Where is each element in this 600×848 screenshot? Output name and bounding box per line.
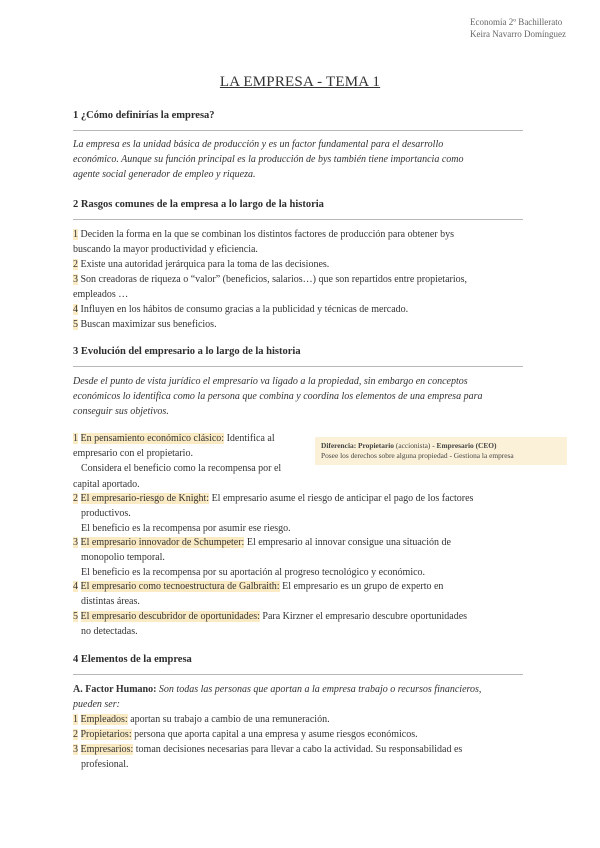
list-item xyxy=(73,317,525,332)
list-item xyxy=(73,609,525,639)
item-highlight: En pensamiento económico clásico: xyxy=(80,433,225,444)
section-2-heading: 2 Rasgos comunes de la empresa a lo largo de la historia xyxy=(73,199,324,210)
item-text: Identifica al xyxy=(224,433,275,444)
item-highlight: Empleados: xyxy=(80,714,128,725)
list-item xyxy=(73,579,525,609)
item-text: toman decisiones necesarias para llevar a cabo la actividad. Su responsabilidad es xyxy=(133,744,463,755)
item-highlight: El empresario-riesgo de Knight: xyxy=(80,493,210,504)
item-number: 2 xyxy=(73,259,78,270)
item-highlight: El empresario descubridor de oportunidades: xyxy=(80,611,260,622)
list-item xyxy=(73,272,525,302)
section-4-divider xyxy=(73,674,523,675)
section-4-heading: 4 Elementos de la empresa xyxy=(73,654,192,665)
item-text: El empresario es un grupo de experto en xyxy=(279,581,444,592)
section-3-heading: 3 Evolución del empresario a lo largo de la historia xyxy=(73,346,301,357)
list-item xyxy=(73,491,525,537)
section-3-divider xyxy=(73,366,523,367)
item-text: Existe una autoridad jerárquica para la toma de las decisiones. xyxy=(80,259,330,270)
section-3-intro xyxy=(73,374,525,420)
item-text: El empresario al innovar consigue una situación de xyxy=(244,537,451,548)
item-number: 3 xyxy=(73,537,78,548)
item-text: productivos. xyxy=(81,508,131,520)
item-text: empleados … xyxy=(73,289,129,301)
note-detail: Posee los derechos sobre alguna propiedad - Gestiona la empresa xyxy=(321,451,514,460)
item-text: monopolio temporal. xyxy=(81,552,165,564)
section-1-body xyxy=(73,137,525,183)
item-number: 1 xyxy=(73,433,78,444)
list-item xyxy=(73,535,525,581)
item-number: 2 xyxy=(73,493,78,504)
header-author: Keira Navarro Domínguez xyxy=(470,29,566,39)
note-label: Diferencia: Propietario xyxy=(321,441,394,450)
list-item xyxy=(73,302,525,317)
item-number: 4 xyxy=(73,304,78,315)
subsection-factor-humano xyxy=(73,682,525,712)
text-line: La empresa es la unidad básica de producción y es un factor fundamental para el desarrollo xyxy=(73,139,444,150)
text-line: económico. Aunque su función principal es la producción de bys también tiene importancia como xyxy=(73,154,464,166)
text-line: agente social generador de empleo y riqueza. xyxy=(73,169,256,181)
list-item xyxy=(73,742,525,772)
item-number: 4 xyxy=(73,581,78,592)
item-number: 5 xyxy=(73,611,78,622)
item-text: aportan su trabajo a cambio de una remuneración. xyxy=(127,714,330,725)
item-text: Para Kirzner el empresario descubre oportunidades xyxy=(259,611,468,622)
list-item xyxy=(73,227,525,257)
item-text: profesional. xyxy=(81,759,129,771)
item-number: 1 xyxy=(73,229,78,240)
item-text: El beneficio es la recompensa por su aportación al progreso tecnológico y económico. xyxy=(81,567,426,579)
item-text: persona que aporta capital a una empresa y asume riesgos económicos. xyxy=(131,729,418,740)
text-line: conseguir sus objetivos. xyxy=(73,406,169,418)
item-text: no detectadas. xyxy=(81,626,138,638)
item-number: 3 xyxy=(73,744,78,755)
note-label-end: - Empresario (CEO) xyxy=(432,441,497,450)
item-number: 5 xyxy=(73,319,78,330)
subsection-description: Son todas las personas que aportan a la empresa trabajo o recursos financieros, xyxy=(156,684,482,695)
section-1-heading: 1 ¿Cómo definirías la empresa? xyxy=(73,110,215,121)
note-paren: (accionista) xyxy=(395,441,431,450)
list-item xyxy=(73,257,525,272)
item-text: Son creadoras de riqueza o “valor” (beneficios, salarios…) que son repartidos entre propietarios, xyxy=(80,274,468,285)
subsection-title: A. Factor Humano: xyxy=(73,684,157,695)
document-header xyxy=(470,16,566,40)
difference-note xyxy=(315,437,567,465)
item-text: empresario con el propietario. xyxy=(73,448,193,460)
list-item xyxy=(73,712,525,727)
item-number: 1 xyxy=(73,714,78,725)
text-line: económicos lo identifica como la persona que combina y coordina los elementos de una empresa para xyxy=(73,391,483,403)
page-title: LA EMPRESA - TEMA 1 xyxy=(219,74,381,90)
section-1-divider xyxy=(73,130,523,131)
list-item xyxy=(73,431,313,492)
item-text: El empresario asume el riesgo de anticipar el pago de los factores xyxy=(209,493,474,504)
item-highlight: Propietarios: xyxy=(80,729,132,740)
item-text: Buscan maximizar sus beneficios. xyxy=(80,319,217,330)
text-line: Desde el punto de vista jurídico el empresario va ligado a la propiedad, sin embargo en conceptos xyxy=(73,376,468,387)
item-text: Deciden la forma en la que se combinan los distintos factores de producción para obtener bys xyxy=(80,229,454,240)
item-text: Influyen en los hábitos de consumo gracias a la publicidad y técnicas de mercado. xyxy=(80,304,409,315)
item-highlight: El empresario innovador de Schumpeter: xyxy=(80,537,245,548)
item-highlight: El empresario como tecnoestructura de Galbraith: xyxy=(80,581,280,592)
item-highlight: Empresarios: xyxy=(80,744,134,755)
item-text: Considera el beneficio como la recompensa por el xyxy=(81,463,282,475)
list-item xyxy=(73,727,525,742)
item-text: capital aportado. xyxy=(73,478,140,490)
item-number: 3 xyxy=(73,274,78,285)
item-number: 2 xyxy=(73,729,78,740)
item-text: buscando la mayor productividad y eficiencia. xyxy=(73,244,258,256)
section-2-divider xyxy=(73,219,523,220)
subsection-description: pueden ser: xyxy=(73,699,120,711)
item-text: distintas áreas. xyxy=(81,596,140,608)
header-course: Economía 2º Bachillerato xyxy=(470,17,563,27)
item-text: El beneficio es la recompensa por asumir ese riesgo. xyxy=(81,523,291,535)
